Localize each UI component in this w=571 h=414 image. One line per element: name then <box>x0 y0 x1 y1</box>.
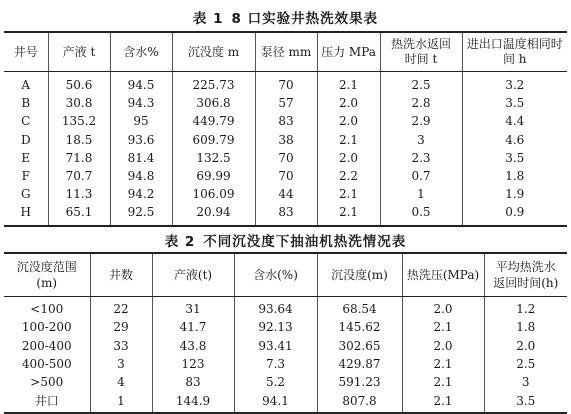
table-cell: 31 <box>152 297 234 319</box>
table2-header-well-count <box>90 253 152 297</box>
table-cell: 18.5 <box>48 131 110 149</box>
table-cell: 1 <box>380 185 462 203</box>
table-cell: 3.5 <box>505 96 525 111</box>
table-cell: 22 <box>90 297 152 319</box>
table-cell: 50.6 <box>48 72 110 95</box>
table-cell: 94.3 <box>110 94 172 112</box>
table-row <box>4 373 567 391</box>
table-row <box>4 203 567 225</box>
table-cell: E <box>4 149 48 167</box>
table-cell: 43.8 <box>152 337 234 355</box>
table-cell: 4.4 <box>505 114 525 129</box>
header-line: 平均热洗水 <box>495 260 556 274</box>
table-cell: F <box>4 167 48 185</box>
table-row <box>4 149 567 167</box>
table-cell: 94.8 <box>110 167 172 185</box>
table-cell: 1 <box>90 391 152 412</box>
table-cell: 0.5 <box>380 203 462 225</box>
table-cell: 2.1 <box>402 391 484 412</box>
header-line: 热洗水返回 <box>390 37 451 51</box>
table1-caption <box>0 7 571 27</box>
table-cell: 93.64 <box>234 297 317 319</box>
table-cell: 65.1 <box>48 203 110 225</box>
table-row <box>4 185 567 203</box>
header-line: (m) <box>36 276 58 290</box>
table-cell: 11.3 <box>48 185 110 203</box>
table-cell: 2.0 <box>317 149 380 167</box>
table-cell: 70 <box>255 72 317 95</box>
table-cell: 2.2 <box>317 167 380 185</box>
table-cell: 609.79 <box>172 131 255 149</box>
table-cell: 94.5 <box>110 72 172 95</box>
table1-header-pressure <box>317 32 380 72</box>
table-cell: 2.1 <box>317 203 380 225</box>
table-cell: C <box>4 112 48 130</box>
table1-caption-number: 表 1 <box>192 11 224 27</box>
table-cell: 2.0 <box>402 297 484 319</box>
table-cell: 93.6 <box>110 131 172 149</box>
table-cell: 38 <box>255 131 317 149</box>
table-cell: 100-200 <box>4 318 90 336</box>
header-line: 热洗压(MPa) <box>406 268 480 282</box>
table-cell: <100 <box>4 297 90 319</box>
table2-header <box>4 253 567 297</box>
table-cell: 3.2 <box>505 78 525 93</box>
table-cell: 7.3 <box>234 355 317 373</box>
table-cell: 2.5 <box>516 357 536 372</box>
table-cell: 70 <box>255 149 317 167</box>
table-cell: 306.8 <box>172 94 255 112</box>
table2-header-avg-return-time <box>484 253 567 297</box>
table-cell: 83 <box>152 373 234 391</box>
table-row <box>4 318 567 336</box>
table1-header-water-cut <box>110 32 172 72</box>
header-line: 泵径 mm <box>260 44 312 59</box>
table-cell: 4 <box>90 373 152 391</box>
table-cell: 2.1 <box>402 318 484 336</box>
table-cell: 145.62 <box>317 318 402 336</box>
table-cell: 2.1 <box>402 373 484 391</box>
table2-header-row <box>4 253 567 297</box>
table-cell: 92.13 <box>234 318 317 336</box>
table-row <box>4 167 567 185</box>
header-line: 沉没度(m) <box>331 268 388 282</box>
table-cell: H <box>4 203 48 225</box>
header-line: 含水% <box>123 44 159 59</box>
table-cell: 3.5 <box>516 393 536 408</box>
table-cell: 30.8 <box>48 94 110 112</box>
table2-caption <box>0 230 571 250</box>
table-cell: 3 <box>380 131 462 149</box>
table-cell: 2.0 <box>516 338 536 353</box>
header-line: 沉没度 m <box>187 44 240 59</box>
table1-header-well-id <box>4 32 48 72</box>
table1-header-submergence <box>172 32 255 72</box>
table-cell: 1.8 <box>505 169 525 184</box>
table-cell: 2.0 <box>402 337 484 355</box>
table1-header-row <box>4 32 567 72</box>
header-line: 产液(t) <box>173 268 213 282</box>
table1-header-pump-diameter <box>255 32 317 72</box>
table-cell: 71.8 <box>48 149 110 167</box>
table-cell: 95 <box>110 112 172 130</box>
table-cell: 3 <box>90 355 152 373</box>
table-row <box>4 112 567 130</box>
table-cell: >500 <box>4 373 90 391</box>
table1-header-equal-temp-time <box>462 32 567 72</box>
table2-submergence-hot-wash <box>4 252 567 414</box>
table-cell: 4.6 <box>505 132 525 147</box>
header-line: 压力 MPa <box>321 44 376 59</box>
table-cell: 1.2 <box>516 302 536 317</box>
table-row <box>4 297 567 319</box>
table-cell: 2.0 <box>317 112 380 130</box>
table-cell: 92.5 <box>110 203 172 225</box>
table-cell: 123 <box>152 355 234 373</box>
table-row <box>4 391 567 412</box>
table2-caption-text: 不同沉没度下抽油机热洗情况表 <box>203 234 407 250</box>
table-cell: 44 <box>255 185 317 203</box>
table-row <box>4 72 567 95</box>
table-cell: 400-500 <box>4 355 90 373</box>
table-cell: D <box>4 131 48 149</box>
table-cell: G <box>4 185 48 203</box>
table-cell: 2.0 <box>317 94 380 112</box>
table-cell: 57 <box>255 94 317 112</box>
table1-header <box>4 32 567 72</box>
table-cell: 591.23 <box>317 373 402 391</box>
table-cell: 132.5 <box>172 149 255 167</box>
table-row <box>4 94 567 112</box>
table-cell: 68.54 <box>317 297 402 319</box>
table-cell: 41.7 <box>152 318 234 336</box>
table-cell: 20.94 <box>172 203 255 225</box>
header-line: 进出口温度相同时 <box>466 37 563 51</box>
table-cell: 2.1 <box>317 131 380 149</box>
table-cell: 83 <box>255 203 317 225</box>
table2-header-wash-pressure <box>402 253 484 297</box>
table-cell: 807.8 <box>317 391 402 412</box>
header-line: 间 h <box>502 52 527 66</box>
table-cell: B <box>4 94 48 112</box>
table-cell: 302.65 <box>317 337 402 355</box>
table-cell: A <box>4 72 48 95</box>
table1-header-liquid-output <box>48 32 110 72</box>
table-cell: 0.7 <box>380 167 462 185</box>
table2-header-water-cut <box>234 253 317 297</box>
table-cell: 33 <box>90 337 152 355</box>
header-line: 含水(%) <box>253 268 298 282</box>
table-cell: 94.1 <box>234 391 317 412</box>
table-cell: 2.8 <box>380 94 462 112</box>
table-row <box>4 337 567 355</box>
table-cell: 144.9 <box>152 391 234 412</box>
table2-caption-number: 表 2 <box>164 234 196 250</box>
table-cell: 81.4 <box>110 149 172 167</box>
table-cell: 29 <box>90 318 152 336</box>
table-cell: 106.09 <box>172 185 255 203</box>
table-cell: 225.73 <box>172 72 255 95</box>
table-cell: 5.2 <box>234 373 317 391</box>
table-cell: 井口 <box>4 391 90 412</box>
table-cell: 70.7 <box>48 167 110 185</box>
table-cell: 200-400 <box>4 337 90 355</box>
header-line: 井数 <box>108 268 133 282</box>
table-cell: 2.9 <box>380 112 462 130</box>
table-cell: 135.2 <box>48 112 110 130</box>
table-cell: 2.1 <box>317 72 380 95</box>
table-cell: 2.5 <box>380 72 462 95</box>
table-cell: 429.87 <box>317 355 402 373</box>
table-cell: 83 <box>255 112 317 130</box>
table2-header-submergence <box>317 253 402 297</box>
table-cell: 1.8 <box>516 320 536 335</box>
table-cell: 0.9 <box>505 205 525 220</box>
header-line: 产液 t <box>62 44 96 59</box>
table-cell: 449.79 <box>172 112 255 130</box>
table1-body <box>4 72 567 226</box>
table1-well-hot-wash-results <box>4 31 567 227</box>
table-row <box>4 131 567 149</box>
table2-header-liquid-output <box>152 253 234 297</box>
table1-caption-text: 8 口实验井热洗效果表 <box>231 11 379 27</box>
table-cell: 70 <box>255 167 317 185</box>
table-cell: 3.5 <box>505 150 525 165</box>
header-line: 时间 t <box>404 52 438 66</box>
table1-header-return-time <box>380 32 462 72</box>
header-line: 沉没度范围 <box>16 260 77 274</box>
table-cell: 3 <box>521 375 530 390</box>
table-cell: 94.2 <box>110 185 172 203</box>
table2-body <box>4 297 567 413</box>
table-cell: 2.1 <box>402 355 484 373</box>
header-line: 井号 <box>13 44 38 59</box>
header-line: 返回时间(h) <box>493 276 559 290</box>
table-cell: 2.1 <box>317 185 380 203</box>
table-cell: 69.99 <box>172 167 255 185</box>
table2-header-submergence-range <box>4 253 90 297</box>
table-cell: 1.9 <box>505 187 525 202</box>
table-row <box>4 355 567 373</box>
table-cell: 93.41 <box>234 337 317 355</box>
table-cell: 2.3 <box>380 149 462 167</box>
